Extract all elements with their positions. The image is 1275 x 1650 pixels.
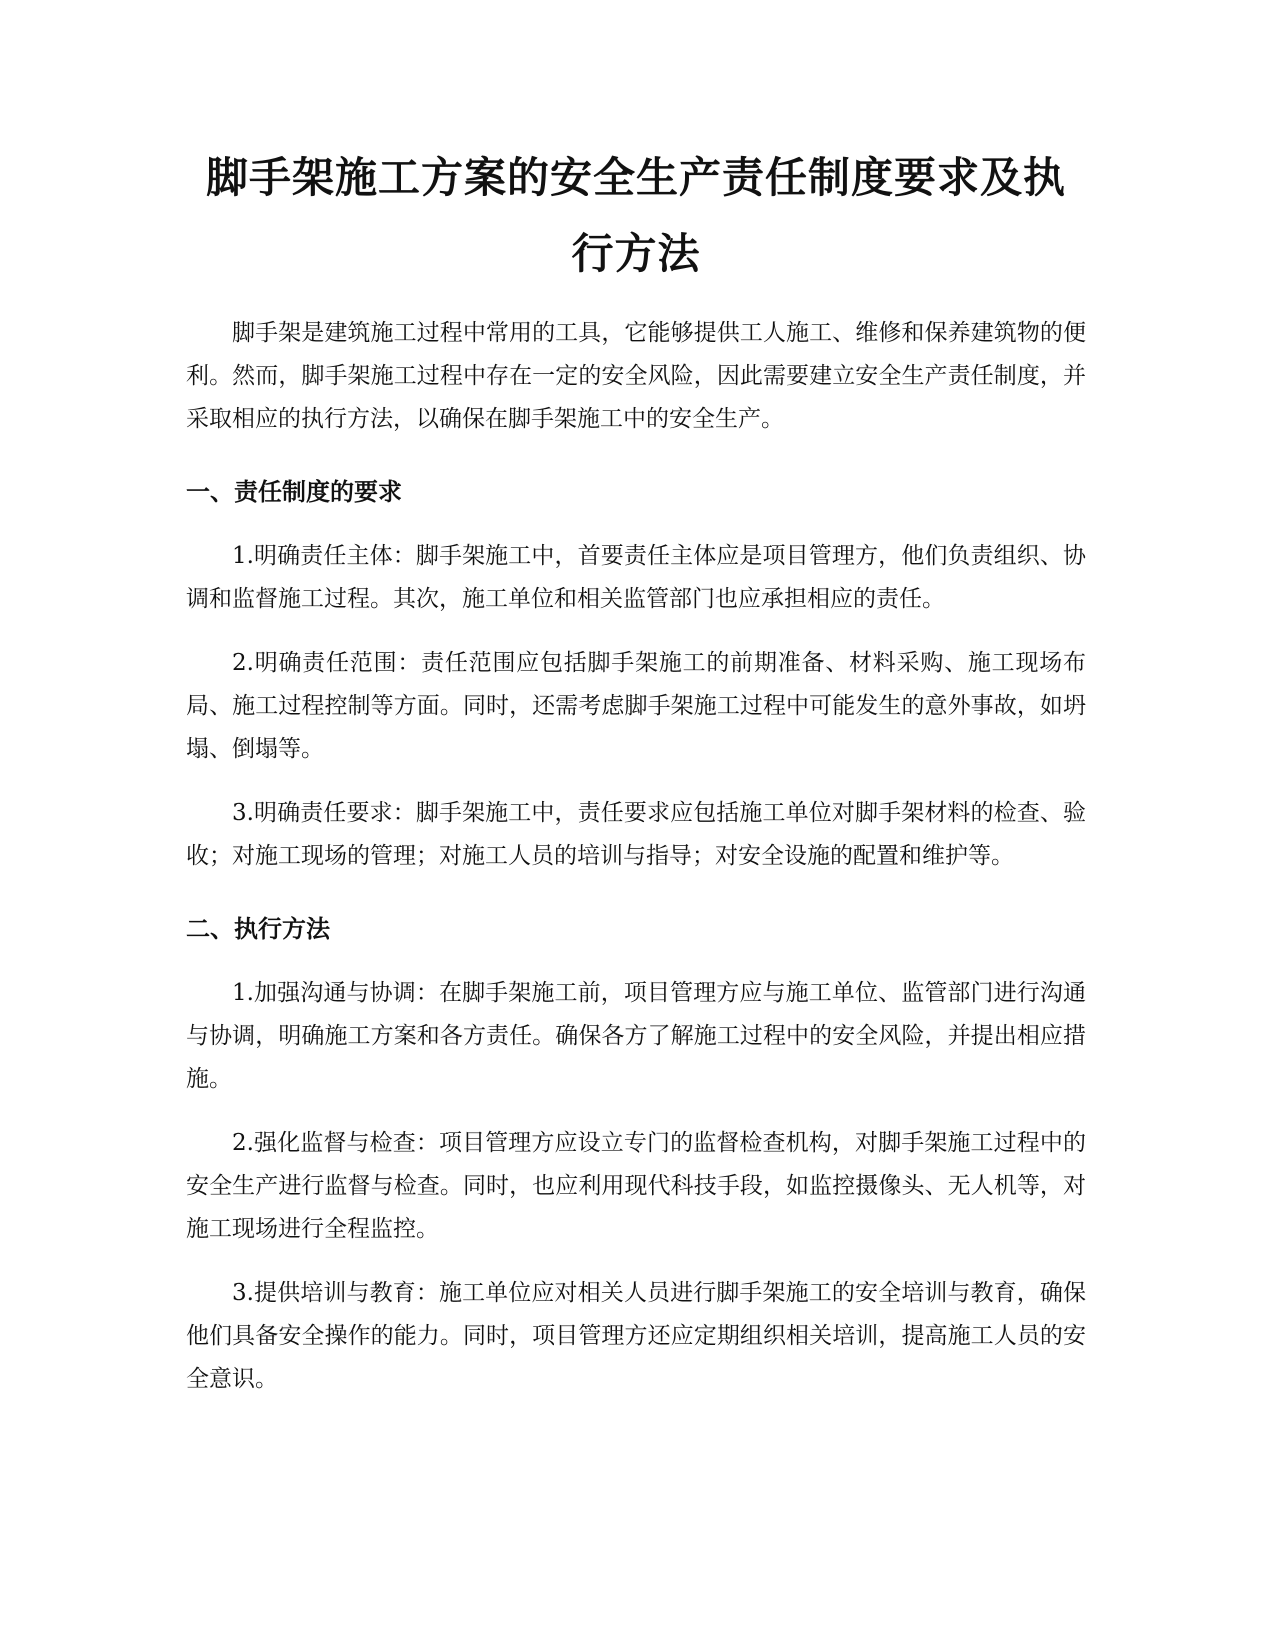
requirements-paragraph-3: 3.明确责任要求：脚手架施工中，责任要求应包括施工单位对脚手架材料的检查、验收；对施工现场的管理；对施工人员的培训与指导；对安全设施的配置和维护等。 [186, 800, 1086, 869]
intro-paragraph: 脚手架是建筑施工过程中常用的工具，它能够提供工人施工、维修和保养建筑物的便利。然而，脚手架施工过程中存在一定的安全风险，因此需要建立安全生产责任制度，并采取相应的执行方法，以确保在脚手架施工中的安全生产。 [186, 320, 1086, 432]
requirements-paragraph-1: 1.明确责任主体：脚手架施工中，首要责任主体应是项目管理方，他们负责组织、协调和监督施工过程。其次，施工单位和相关监管部门也应承担相应的责任。 [186, 543, 1086, 612]
section-heading-methods: 二、执行方法 [186, 915, 330, 943]
document-title: 脚手架施工方案的安全生产责任制度要求及执行方法 [205, 153, 1066, 278]
document-body [186, 140, 1086, 1422]
methods-paragraph-3: 3.提供培训与教育：施工单位应对相关人员进行脚手架施工的安全培训与教育，确保他们具备安全操作的能力。同时，项目管理方还应定期组织相关培训，提高施工人员的安全意识。 [186, 1280, 1086, 1392]
section-heading-requirements: 一、责任制度的要求 [186, 478, 402, 506]
methods-paragraph-2: 2.强化监督与检查：项目管理方应设立专门的监督检查机构，对脚手架施工过程中的安全生产进行监督与检查。同时，也应利用现代科技手段，如监控摄像头、无人机等，对施工现场进行全程监控。 [186, 1130, 1086, 1242]
requirements-paragraph-2: 2.明确责任范围：责任范围应包括脚手架施工的前期准备、材料采购、施工现场布局、施工过程控制等方面。同时，还需考虑脚手架施工过程中可能发生的意外事故，如坍塌、倒塌等。 [186, 650, 1086, 762]
methods-paragraph-1: 1.加强沟通与协调：在脚手架施工前，项目管理方应与施工单位、监管部门进行沟通与协调，明确施工方案和各方责任。确保各方了解施工过程中的安全风险，并提出相应措施。 [186, 980, 1086, 1092]
